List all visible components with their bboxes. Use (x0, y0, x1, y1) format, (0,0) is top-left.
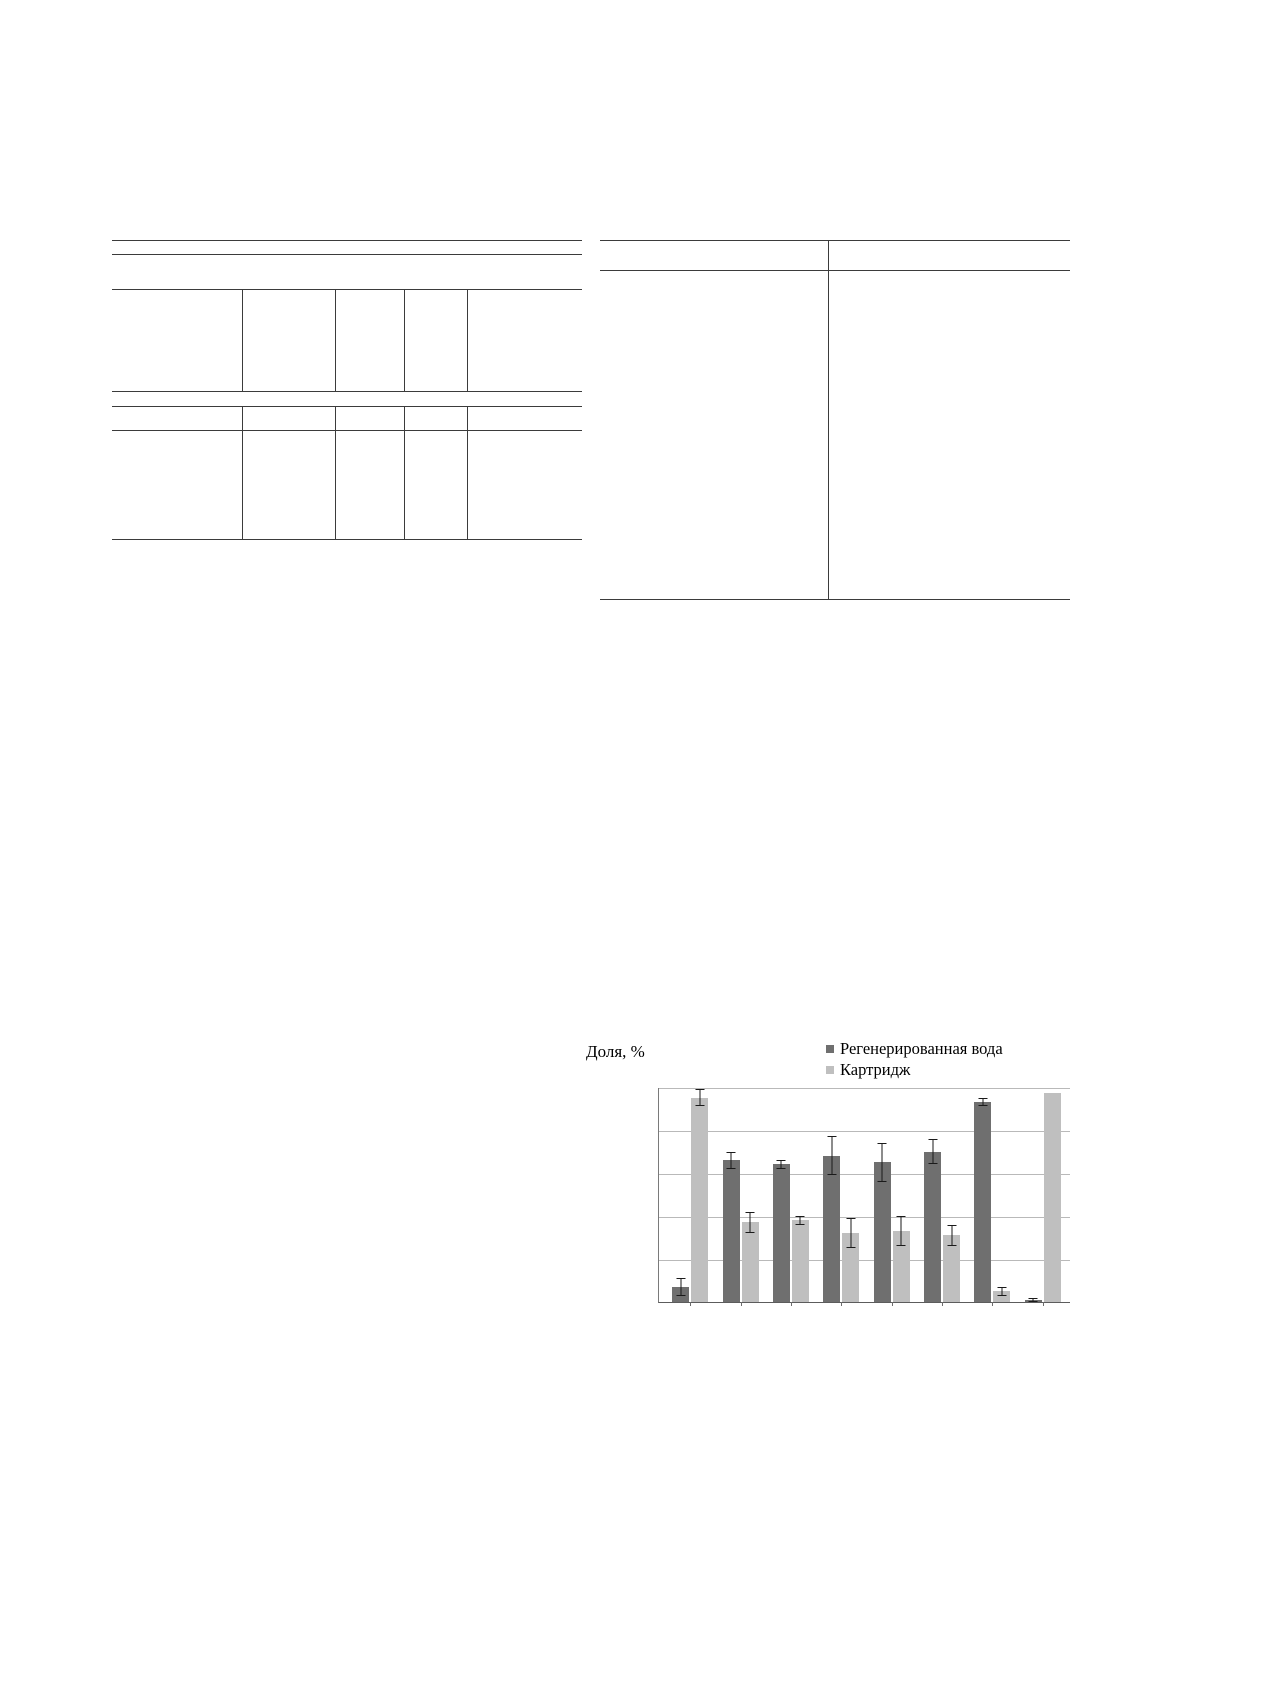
table-col-divider-3 (404, 289, 405, 391)
table-rule-header (112, 430, 582, 431)
chart-bar-fill (773, 1164, 790, 1302)
chart-bar (893, 1231, 910, 1302)
table-rule-top (600, 240, 1070, 241)
chart-error-bar (1001, 1287, 1002, 1296)
chart-bar (691, 1098, 708, 1302)
chart-error-bar (731, 1152, 732, 1169)
chart-plot-area (658, 1088, 1070, 1303)
table-col-divider-1 (242, 406, 243, 539)
chart-bar (842, 1233, 859, 1302)
chart-bar-fill (974, 1102, 991, 1302)
chart-bar-group (715, 1088, 765, 1302)
legend-label-series-2: Картридж (840, 1060, 911, 1079)
table-col-divider-1 (828, 240, 829, 599)
chart-error-bar (750, 1212, 751, 1234)
chart-bar-group (766, 1088, 816, 1302)
chart-bar-group (816, 1088, 866, 1302)
chart-error-bar (882, 1143, 883, 1182)
chart-error-bar (951, 1225, 952, 1247)
chart-x-tick (841, 1302, 842, 1306)
chart-bars-container (659, 1088, 1070, 1302)
table-rule-header (112, 254, 582, 255)
table-rule-top (112, 240, 582, 241)
left-table-top (112, 240, 582, 392)
chart-bar (723, 1160, 740, 1302)
chart-x-tick (690, 1302, 691, 1306)
legend-swatch-icon (826, 1045, 834, 1053)
chart-error-bar (932, 1139, 933, 1165)
chart-bar-group (1018, 1088, 1068, 1302)
chart-bar (1044, 1093, 1061, 1302)
table-col-divider-2 (335, 289, 336, 391)
chart-bar-fill (792, 1220, 809, 1302)
chart-bar (974, 1102, 991, 1302)
chart-error-bar (781, 1160, 782, 1169)
chart-bar-fill (691, 1098, 708, 1302)
chart-bar (924, 1152, 941, 1303)
chart-bar (1025, 1300, 1042, 1302)
chart-legend (826, 1038, 1003, 1080)
right-table (600, 240, 1070, 600)
chart-error-bar (699, 1089, 700, 1106)
legend-item-series-2 (826, 1059, 1003, 1080)
legend-label-series-1: Регенерированная вода (840, 1039, 1003, 1058)
chart-bar (943, 1235, 960, 1302)
chart-bar-group (967, 1088, 1017, 1302)
chart-bar (672, 1287, 689, 1302)
chart-error-bar (982, 1098, 983, 1107)
chart-bar (874, 1162, 891, 1302)
chart-x-tick (892, 1302, 893, 1306)
chart-x-tick (741, 1302, 742, 1306)
table-col-divider-2 (335, 406, 336, 539)
chart-bar-fill (1044, 1093, 1061, 1302)
chart-x-tick (942, 1302, 943, 1306)
chart-x-tick (1043, 1302, 1044, 1306)
chart-bar-fill (924, 1152, 941, 1303)
chart-bar-fill (874, 1162, 891, 1302)
chart-error-bar (901, 1216, 902, 1246)
bar-chart-figure (586, 1030, 1070, 1310)
chart-x-tick (992, 1302, 993, 1306)
chart-y-axis-label: Доля, % (586, 1042, 645, 1061)
table-rule-header (600, 270, 1070, 271)
table-col-divider-1 (242, 289, 243, 391)
chart-bar (773, 1164, 790, 1302)
table-rule-bottom (112, 539, 582, 540)
chart-error-bar (800, 1216, 801, 1225)
chart-plot-wrap (658, 1088, 1070, 1303)
table-col-divider-4 (467, 289, 468, 391)
chart-bar (742, 1222, 759, 1302)
chart-error-bar (850, 1218, 851, 1248)
chart-error-bar (1033, 1298, 1034, 1302)
chart-bar-group (665, 1088, 715, 1302)
chart-x-tick (791, 1302, 792, 1306)
chart-bar-group (867, 1088, 917, 1302)
legend-item-series-1 (826, 1038, 1003, 1059)
table-rule-subheader (112, 289, 582, 290)
chart-error-bar (680, 1278, 681, 1295)
left-table-bottom (112, 406, 582, 540)
legend-swatch-icon (826, 1066, 834, 1074)
chart-bar-fill (723, 1160, 740, 1302)
table-rule-bottom (112, 391, 582, 392)
chart-bar-fill (823, 1156, 840, 1302)
chart-bar (993, 1291, 1010, 1302)
chart-bar (823, 1156, 840, 1302)
chart-error-bar (831, 1136, 832, 1175)
table-rule-top (112, 406, 582, 407)
chart-bar (792, 1220, 809, 1302)
table-col-divider-4 (467, 406, 468, 539)
chart-bar-fill (742, 1222, 759, 1302)
table-col-divider-3 (404, 406, 405, 539)
table-rule-bottom (600, 599, 1070, 600)
chart-bar-group (917, 1088, 967, 1302)
